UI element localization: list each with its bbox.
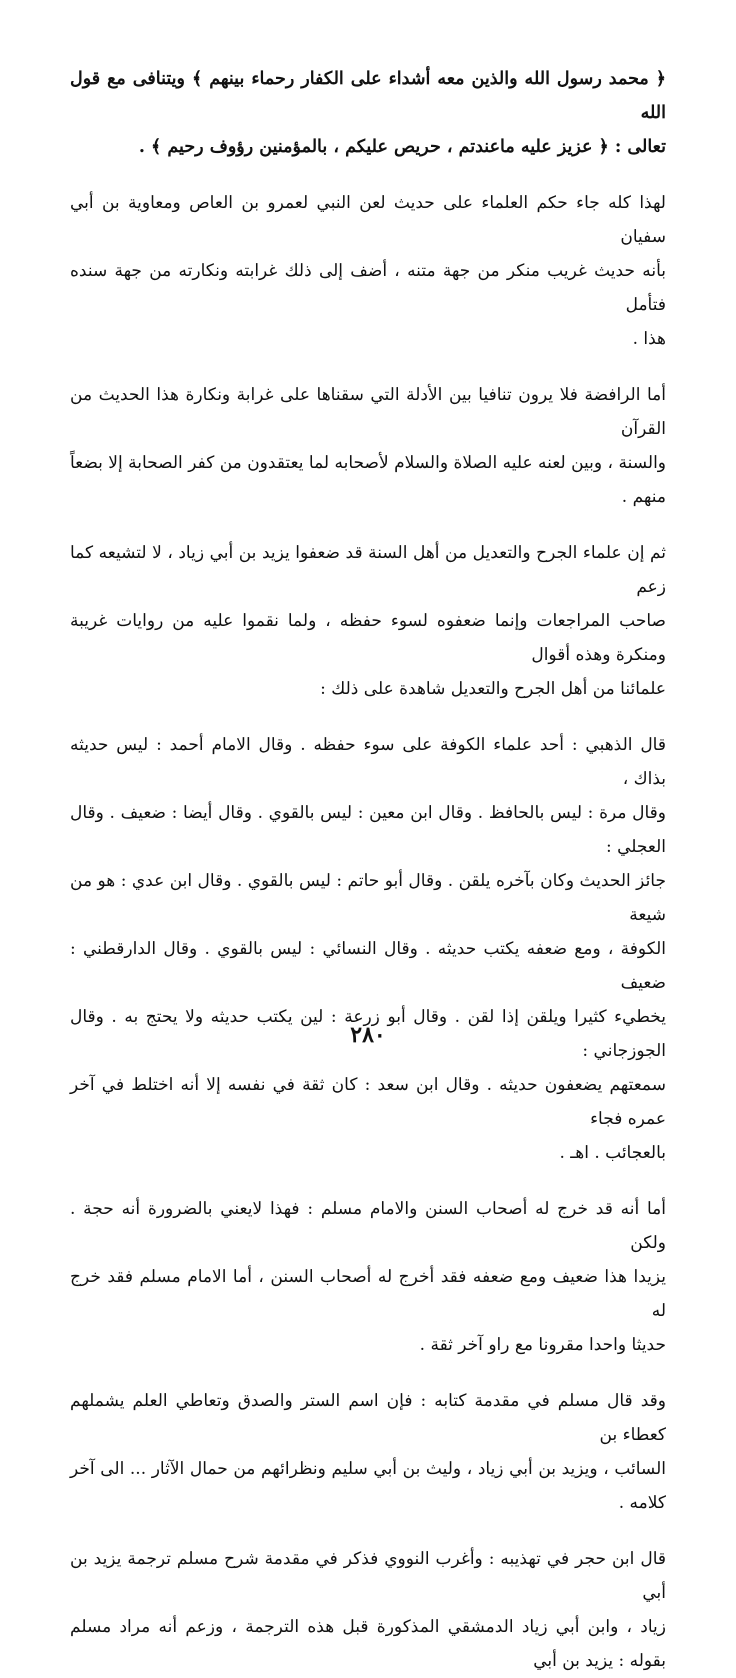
text-line: السائب ، ويزيد بن أبي زياد ، وليث بن أبي سليم ونظرائهم من حمال الآثار ... الى آخر كلامه . [70, 1459, 666, 1513]
text-line: حديثا واحدا مقرونا مع راو آخر ثقة . [419, 1335, 666, 1355]
text-line: أما أنه قد خرج له أصحاب السنن والامام مسلم : فهذا لايعني بالضرورة أنه حجة . ولكن [70, 1199, 666, 1253]
text-line: علمائنا من أهل الجرح والتعديل شاهدة على ذلك : [320, 679, 666, 699]
text-line: وقد قال مسلم في مقدمة كتابه : فإن اسم الستر والصدق وتعاطي العلم يشملهم كعطاء بن [70, 1391, 666, 1445]
text-line: الكوفة ، ومع ضعفه يكتب حديثه . وقال النسائي : ليس بالقوي . وقال الدارقطني : ضعيف [70, 939, 666, 993]
text-line: جائز الحديث وكان بآخره يلقن . وقال أبو حاتم : ليس بالقوي . وقال ابن عدي : هو من شيعة [70, 871, 666, 925]
text-line: قال الذهبي : أحد علماء الكوفة على سوء حفظه . وقال الامام أحمد : ليس حديثه بذاك ، [70, 735, 666, 789]
page-body [70, 62, 666, 1678]
paragraph-sunan-muslim [70, 1192, 666, 1362]
page-number: ٢٨٠ [350, 1022, 386, 1048]
paragraph-critics-quotes [70, 728, 666, 1170]
text-line: ﴿ محمد رسول الله والذين معه أشداء على الكفار رحماء بينهم ﴾ ويتنافى مع قول الله [70, 69, 666, 123]
text-line: تعالى : ﴿ عزيز عليه ماعندتم ، حريص عليكم ، بالمؤمنين رؤوف رحيم ﴾ . [138, 137, 666, 157]
text-line: زياد ، وابن أبي زياد الدمشقي المذكورة قبل هذه الترجمة ، وزعم أنه مراد مسلم بقوله : يزيد بن أبي [70, 1617, 666, 1671]
text-line: بالعجائب . اهـ . [559, 1143, 666, 1163]
text-line: صاحب المراجعات وإنما ضعفوه لسوء حفظه ، ولما نقموا عليه من روايات غريبة ومنكرة وهذه أقوال [70, 611, 666, 665]
text-line: أما الرافضة فلا يرون تنافيا بين الأدلة التي سقناها على غرابة ونكارة هذا الحديث من القرآن [70, 385, 666, 439]
paragraph-rafida [70, 378, 666, 514]
paragraph-ibn-hajar [70, 1542, 666, 1678]
text-line: ثم إن علماء الجرح والتعديل من أهل السنة قد ضعفوا يزيد بن أبي زياد ، لا لتشيعه كما زعم [70, 543, 666, 597]
text-line: يزيدا هذا ضعيف ومع ضعفه فقد أخرج له أصحاب السنن ، أما الامام مسلم فقد خرج له [70, 1267, 666, 1321]
text-line: سمعتهم يضعفون حديثه . وقال ابن سعد : كان ثقة في نفسه إلا أنه اختلط في آخر عمره فجاء [70, 1075, 666, 1129]
text-line: بأنه حديث غريب منكر من جهة متنه ، أضف إلى ذلك غرابته ونكارته من جهة سنده فتأمل [70, 261, 666, 315]
text-line: والسنة ، وبين لعنه عليه الصلاة والسلام لأصحابه لما يعتقدون من كفر الصحابة إلا بضعاً منهم . [70, 453, 666, 507]
text-line: هذا . [632, 329, 666, 349]
paragraph-muslim-introduction [70, 1384, 666, 1520]
paragraph-scholars-ruling [70, 186, 666, 356]
text-line: قال ابن حجر في تهذيبه : وأغرب النووي فذكر في مقدمة شرح مسلم ترجمة يزيد بن أبي [70, 1549, 666, 1603]
text-line: لهذا كله جاء حكم العلماء على حديث لعن النبي لعمرو بن العاص ومعاوية بن أبي سفيان [70, 193, 666, 247]
paragraph-jarh-tadil [70, 536, 666, 706]
paragraph-quran-verses [70, 62, 666, 164]
text-line: وقال مرة : ليس بالحافظ . وقال ابن معين : ليس بالقوي . وقال أيضا : ضعيف . وقال العجلي : [70, 803, 666, 857]
text-line: يخطيء كثيرا ويلقن إذا لقن . وقال أبو زرعة : لين يكتب حديثه ولا يحتج به . وقال الجوزجاني : [70, 1007, 666, 1061]
